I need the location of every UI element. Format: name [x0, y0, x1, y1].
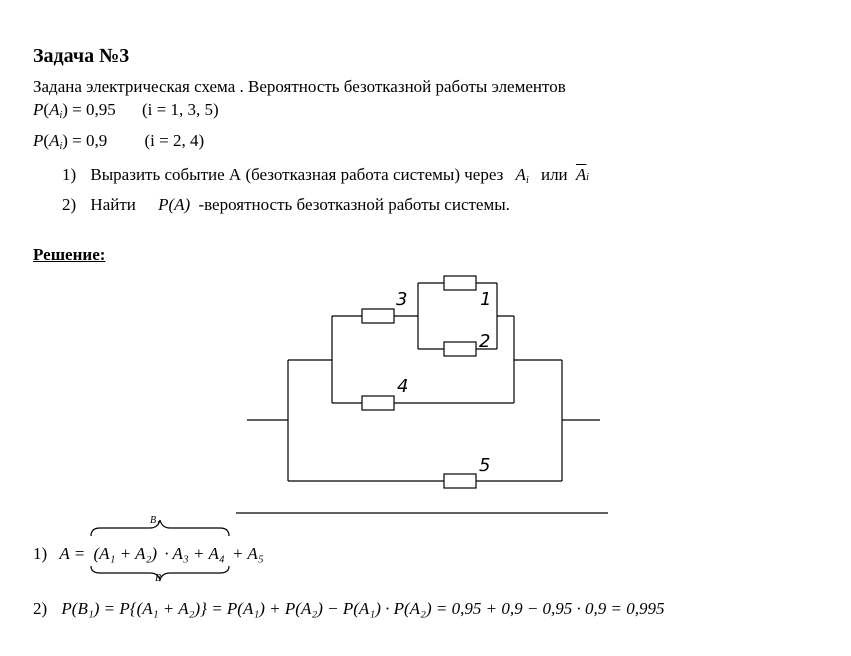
label-4: 4: [397, 376, 409, 397]
item-number: 2): [62, 195, 77, 214]
label-1: 1: [480, 289, 492, 310]
item-bar-sub: i: [586, 172, 590, 183]
item-bar-var: $\overline{A}$: [575, 165, 587, 184]
solution-heading: Решение:: [33, 245, 106, 264]
brace-top: [91, 520, 229, 536]
label-5: 5: [479, 455, 491, 476]
formula-text: P(B₁) = P{(A₁ + A₂)} = P(A₁) + P(A₂) − P(A₁) · P(A₂) = 0,95 + 0,9 − 0,95 · 0,9 = 0,995: [61, 599, 665, 618]
prob-sub: i: [59, 141, 63, 152]
formula-number: 1): [33, 544, 48, 563]
prob-cond: (i = 2, 4): [144, 131, 205, 150]
prob-var: A: [49, 100, 60, 119]
element-2-resistor: [444, 342, 476, 356]
element-4-resistor: [362, 396, 394, 410]
task-intro: Задана электрическая схема . Вероятность безотказной работы элементов: [33, 77, 566, 96]
prob-cond: (i = 1, 3, 5): [141, 100, 219, 119]
formula-tail: + A₅: [232, 544, 264, 563]
prob-fn: P: [33, 100, 44, 119]
formula-group: (A₁ + A₂): [93, 544, 158, 563]
formula-lhs: A =: [59, 544, 86, 563]
item-text: Выразить событие А (безотказная работа системы) через: [90, 165, 504, 184]
task-title: Задача №3: [33, 45, 130, 67]
prob-var: A: [49, 131, 60, 150]
item-rest: -вероятность безотказной работы системы.: [198, 195, 510, 214]
item-text: Найти: [90, 195, 136, 214]
brace-top-label: B₁: [150, 515, 160, 526]
prob-sub: i: [59, 110, 63, 121]
formula-number: 2): [33, 599, 48, 618]
formula-middle: · A₃ + A₄: [164, 544, 225, 563]
prob-value: ) = 0,95: [62, 100, 116, 119]
element-3-resistor: [362, 309, 394, 323]
item-or: или: [540, 165, 568, 184]
item-expr: P(A): [158, 195, 191, 214]
formula-2: [33, 600, 665, 617]
brace-bottom-label: B: [155, 573, 162, 584]
element-5-resistor: [444, 474, 476, 488]
prob-even-line: $P(A_i) = 0,9$ (i = 2, 4): [33, 131, 205, 152]
item-number: 1): [62, 165, 77, 184]
item-sub: i: [525, 175, 529, 186]
formula-1: [33, 545, 264, 562]
element-1-resistor: [444, 276, 476, 290]
prob-fn: P: [33, 131, 44, 150]
prob-value: ) = 0,9: [62, 131, 108, 150]
prob-odd-line: $P(A_i) = 0,95$ (i = 1, 3, 5): [33, 100, 219, 121]
item-var: A: [515, 165, 526, 184]
label-2: 2: [479, 331, 491, 352]
label-3: 3: [396, 289, 408, 310]
